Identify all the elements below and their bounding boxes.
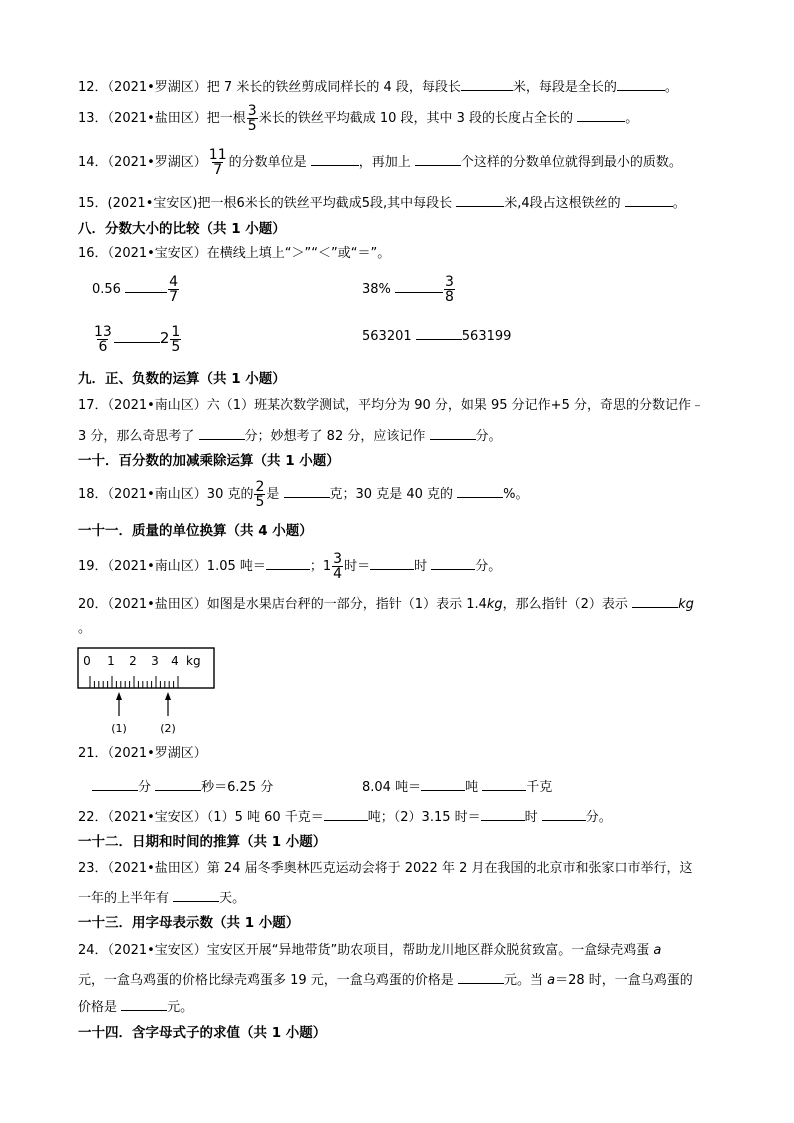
q24-text-1: 24．（2021•宝安区）宝安区开展“异地带货”助农项目，帮助龙川地区群众脱贫致富。一盒绿壳鸡蛋 [78, 943, 654, 958]
q14-blank-2[interactable] [415, 151, 461, 166]
q13-frac-num: 3 [247, 103, 257, 119]
q15-end: 。 [672, 196, 686, 211]
q16-a-fraction [168, 275, 179, 304]
scale-label-3: 3 [151, 654, 159, 668]
q23-text-2a: 一年的上半年有 [78, 891, 174, 906]
question-23-line-1 [78, 860, 693, 878]
q20-blank[interactable] [632, 593, 678, 608]
q21-text: 21．（2021•罗湖区） [78, 746, 207, 761]
q23-text-1: 23．（2021•盐田区）第 24 届冬季奥林匹克运动会将于 2022 年 2 月在我国的北京市和张家口市举行，这 [78, 861, 693, 876]
q21-blank-3[interactable] [421, 776, 465, 791]
q19-frac-den: 4 [333, 566, 343, 582]
q16-d-blank[interactable] [416, 325, 462, 340]
q17-text-2a: 3 分，那么奇思考了 [78, 429, 199, 444]
q16-c-fden: 5 [171, 339, 181, 355]
q15-text-mid: 米,4段占这根铁丝的 [504, 196, 625, 211]
question-18 [78, 480, 529, 509]
q23-blank[interactable] [173, 887, 219, 902]
q16-d-left: 563201 [362, 329, 412, 344]
q16-b-num: 3 [445, 274, 454, 290]
q19-blank-1[interactable] [266, 555, 310, 570]
q21-b2: 吨 [465, 780, 483, 795]
q21-item-a [92, 776, 273, 797]
q21-blank-1[interactable] [92, 776, 138, 791]
q19-frac-num: 3 [333, 551, 343, 567]
q20-unit-2: kg [678, 597, 694, 612]
q16-a-left: 0.56 [92, 282, 121, 297]
q15-text: 15．(2021•宝安区)把一根6米长的铁丝平均截成5段,其中每段长 [78, 196, 457, 211]
q17-blank-1[interactable] [199, 425, 245, 440]
q12-text-mid: 米，每段是全长的 [512, 80, 617, 95]
q17-blank-2[interactable] [430, 425, 476, 440]
q12-blank-2[interactable] [617, 76, 665, 91]
q22-text: 22．（2021•宝安区）（1）5 吨 60 千克＝ [78, 810, 324, 825]
q24-blank-2[interactable] [121, 996, 167, 1011]
q18-text: 18．（2021•南山区）30 克的 [78, 487, 254, 502]
q16-c-den: 6 [98, 339, 108, 355]
q13-blank[interactable] [577, 107, 625, 122]
question-19 [78, 552, 501, 581]
question-17-line-2 [78, 425, 502, 446]
section-heading-14: 一十四．含字母式子的求值（共 1 小题） [78, 1025, 327, 1041]
q24-text-2b: 元。当 [503, 973, 548, 988]
q22-end: 分。 [585, 810, 612, 825]
scale-ticks [90, 676, 178, 688]
q16-c-num: 13 [94, 324, 112, 340]
scale-label-4: 4 [171, 654, 179, 668]
q18-blank-2[interactable] [457, 483, 503, 498]
scale-label-1: 1 [107, 654, 115, 668]
q21-b1: 8.04 吨＝ [362, 780, 422, 795]
q16-item-b [362, 275, 456, 304]
q14-end: 个这样的分数单位就得到最小的质数。 [460, 155, 682, 170]
q23-text-2b: 天。 [219, 891, 246, 906]
pointer-2-label: (2) [160, 722, 176, 735]
q21-blank-2[interactable] [155, 776, 201, 791]
q16-b-left: 38% [362, 282, 391, 297]
q19-text-mid: ；1 [309, 559, 332, 574]
q18-frac-den: 5 [255, 494, 265, 510]
q24-text-2a: 元，一盒乌鸡蛋的价格比绿壳鸡蛋多 19 元，一盒乌鸡蛋的价格是 [78, 973, 458, 988]
q16-text: 16．（2021•宝安区）在横线上填上“＞”“＜”或“＝”。 [78, 246, 391, 261]
q13-text-rest: 米长的铁丝平均截成 10 段，其中 3 段的长度占全长的 [258, 111, 578, 126]
q16-a-den: 7 [169, 289, 179, 305]
pointer-1-arrowhead [116, 692, 122, 700]
question-24-line-3 [78, 996, 193, 1017]
question-21 [78, 745, 207, 763]
q19-text-mid3: 时 [414, 559, 432, 574]
q18-text-mid: 是 [266, 487, 284, 502]
q18-end: %。 [503, 487, 529, 502]
question-22 [78, 806, 612, 827]
scale-label-0: 0 [83, 654, 91, 668]
q16-c-fnum: 1 [171, 324, 181, 340]
q14-text-mid: 的分数单位是 [228, 155, 311, 170]
q24-text-2c: ＝28 时，一盒乌鸡蛋的 [555, 973, 693, 988]
q18-text-mid2: 克；30 克是 40 克的 [329, 487, 458, 502]
section-heading-9: 九．正、负数的运算（共 1 小题） [78, 371, 286, 387]
q21-b3: 千克 [526, 780, 553, 795]
q21-item-b [362, 776, 552, 797]
q20-unit-1: kg [486, 597, 503, 612]
q19-end: 分。 [475, 559, 502, 574]
q22-blank-1[interactable] [324, 806, 368, 821]
q17-text-2b: 分；妙想考了 82 分，应该记作 [244, 429, 430, 444]
q16-a-blank[interactable] [125, 278, 167, 293]
q22-text-mid: 吨；（2）3.15 时＝ [367, 810, 481, 825]
q16-item-c [92, 325, 182, 354]
q21-a2: 秒＝6.25 分 [201, 780, 274, 795]
q24-text-3a: 价格是 [78, 1000, 122, 1015]
q16-b-fraction [444, 275, 455, 304]
question-16 [78, 245, 390, 263]
question-15 [78, 192, 686, 213]
q18-frac-num: 2 [255, 479, 265, 495]
q19-blank-3[interactable] [431, 555, 475, 570]
q16-item-a [92, 275, 180, 304]
q17-text-2c: 分。 [475, 429, 502, 444]
q16-b-den: 8 [445, 289, 454, 305]
section-heading-8: 八．分数大小的比较（共 1 小题） [78, 221, 286, 237]
q24-blank-1[interactable] [458, 969, 504, 984]
question-24-line-2 [78, 969, 693, 990]
q12-text: 12．（2021•罗湖区）把 7 米长的铁丝剪成同样长的 4 段，每段长 [78, 80, 461, 95]
q24-var-a: a [653, 943, 662, 958]
q17-text-1: 17．（2021•南山区）六（1）班某次数学测试，平均分为 90 分，如果 95 分记作+5 分，奇思的分数记作﹣ [78, 398, 704, 413]
scale-unit: kg [186, 654, 201, 668]
q13-text: 13．（2021•盐田区）把一根 [78, 111, 246, 126]
q24-text-3b: 元。 [167, 1000, 194, 1015]
q14-fraction [208, 148, 228, 177]
q14-text: 14．（2021•罗湖区） [78, 155, 207, 170]
scale-figure [76, 646, 216, 738]
q22-blank-2[interactable] [481, 806, 525, 821]
pointer-2-arrowhead [165, 692, 171, 700]
question-23-line-2 [78, 887, 245, 908]
section-heading-13: 一十三．用字母表示数（共 1 小题） [78, 915, 300, 931]
q16-a-num: 4 [169, 274, 179, 290]
q13-frac-den: 5 [247, 118, 257, 134]
q24-var-a-2: a [547, 973, 556, 988]
scale-label-2: 2 [129, 654, 137, 668]
question-20-line-2: 。 [78, 621, 92, 636]
q22-blank-3[interactable] [542, 806, 586, 821]
q19-text: 19．（2021•南山区）1.05 吨＝ [78, 559, 266, 574]
q19-blank-2[interactable] [370, 555, 414, 570]
q16-c-blank[interactable] [114, 328, 160, 343]
q12-end: 。 [664, 80, 678, 95]
q22-text-mid2: 时 [524, 810, 542, 825]
q14-frac-den: 7 [213, 162, 223, 178]
section-heading-12: 一十二．日期和时间的推算（共 1 小题） [78, 834, 327, 850]
q12-blank-1[interactable] [461, 76, 513, 91]
q14-blank-1[interactable] [311, 151, 359, 166]
q14-frac-num: 11 [208, 147, 227, 163]
q20-text-1: 20．（2021•盐田区）如图是水果店台秤的一部分，指针（1）表示 1.4 [78, 597, 487, 612]
q19-fraction [332, 552, 343, 581]
q18-blank-1[interactable] [284, 483, 330, 498]
q19-text-mid2: 时＝ [344, 559, 371, 574]
pointer-1-label: (1) [111, 722, 127, 735]
q21-blank-4[interactable] [482, 776, 526, 791]
q13-end: 。 [625, 111, 639, 126]
q16-c-mixed-fraction [170, 325, 181, 354]
question-17-line-1 [78, 397, 704, 415]
q16-d-right: 563199 [461, 329, 512, 344]
question-13 [78, 104, 638, 133]
q13-fraction [247, 104, 258, 133]
q16-b-blank[interactable] [395, 278, 443, 293]
section-heading-11: 一十一．质量的单位换算（共 4 小题） [78, 523, 313, 539]
question-24-line-1 [78, 942, 661, 960]
q14-text-mid2: ，再加上 [358, 155, 415, 170]
q16-c-whole: 2 [159, 329, 170, 347]
question-20-line-1 [78, 593, 694, 614]
q21-a1: 分 [138, 780, 156, 795]
q16-item-d [362, 325, 511, 346]
question-12 [78, 76, 678, 97]
question-14 [78, 148, 682, 177]
q15-blank-1[interactable] [456, 192, 504, 207]
q15-blank-2[interactable] [625, 192, 673, 207]
section-heading-10: 一十．百分数的加减乘除运算（共 1 小题） [78, 453, 340, 469]
q18-fraction [254, 480, 265, 509]
scale-labels [83, 654, 200, 668]
q20-text-1b: ，那么指针（2）表示 [502, 597, 633, 612]
q16-c-fraction [93, 325, 113, 354]
